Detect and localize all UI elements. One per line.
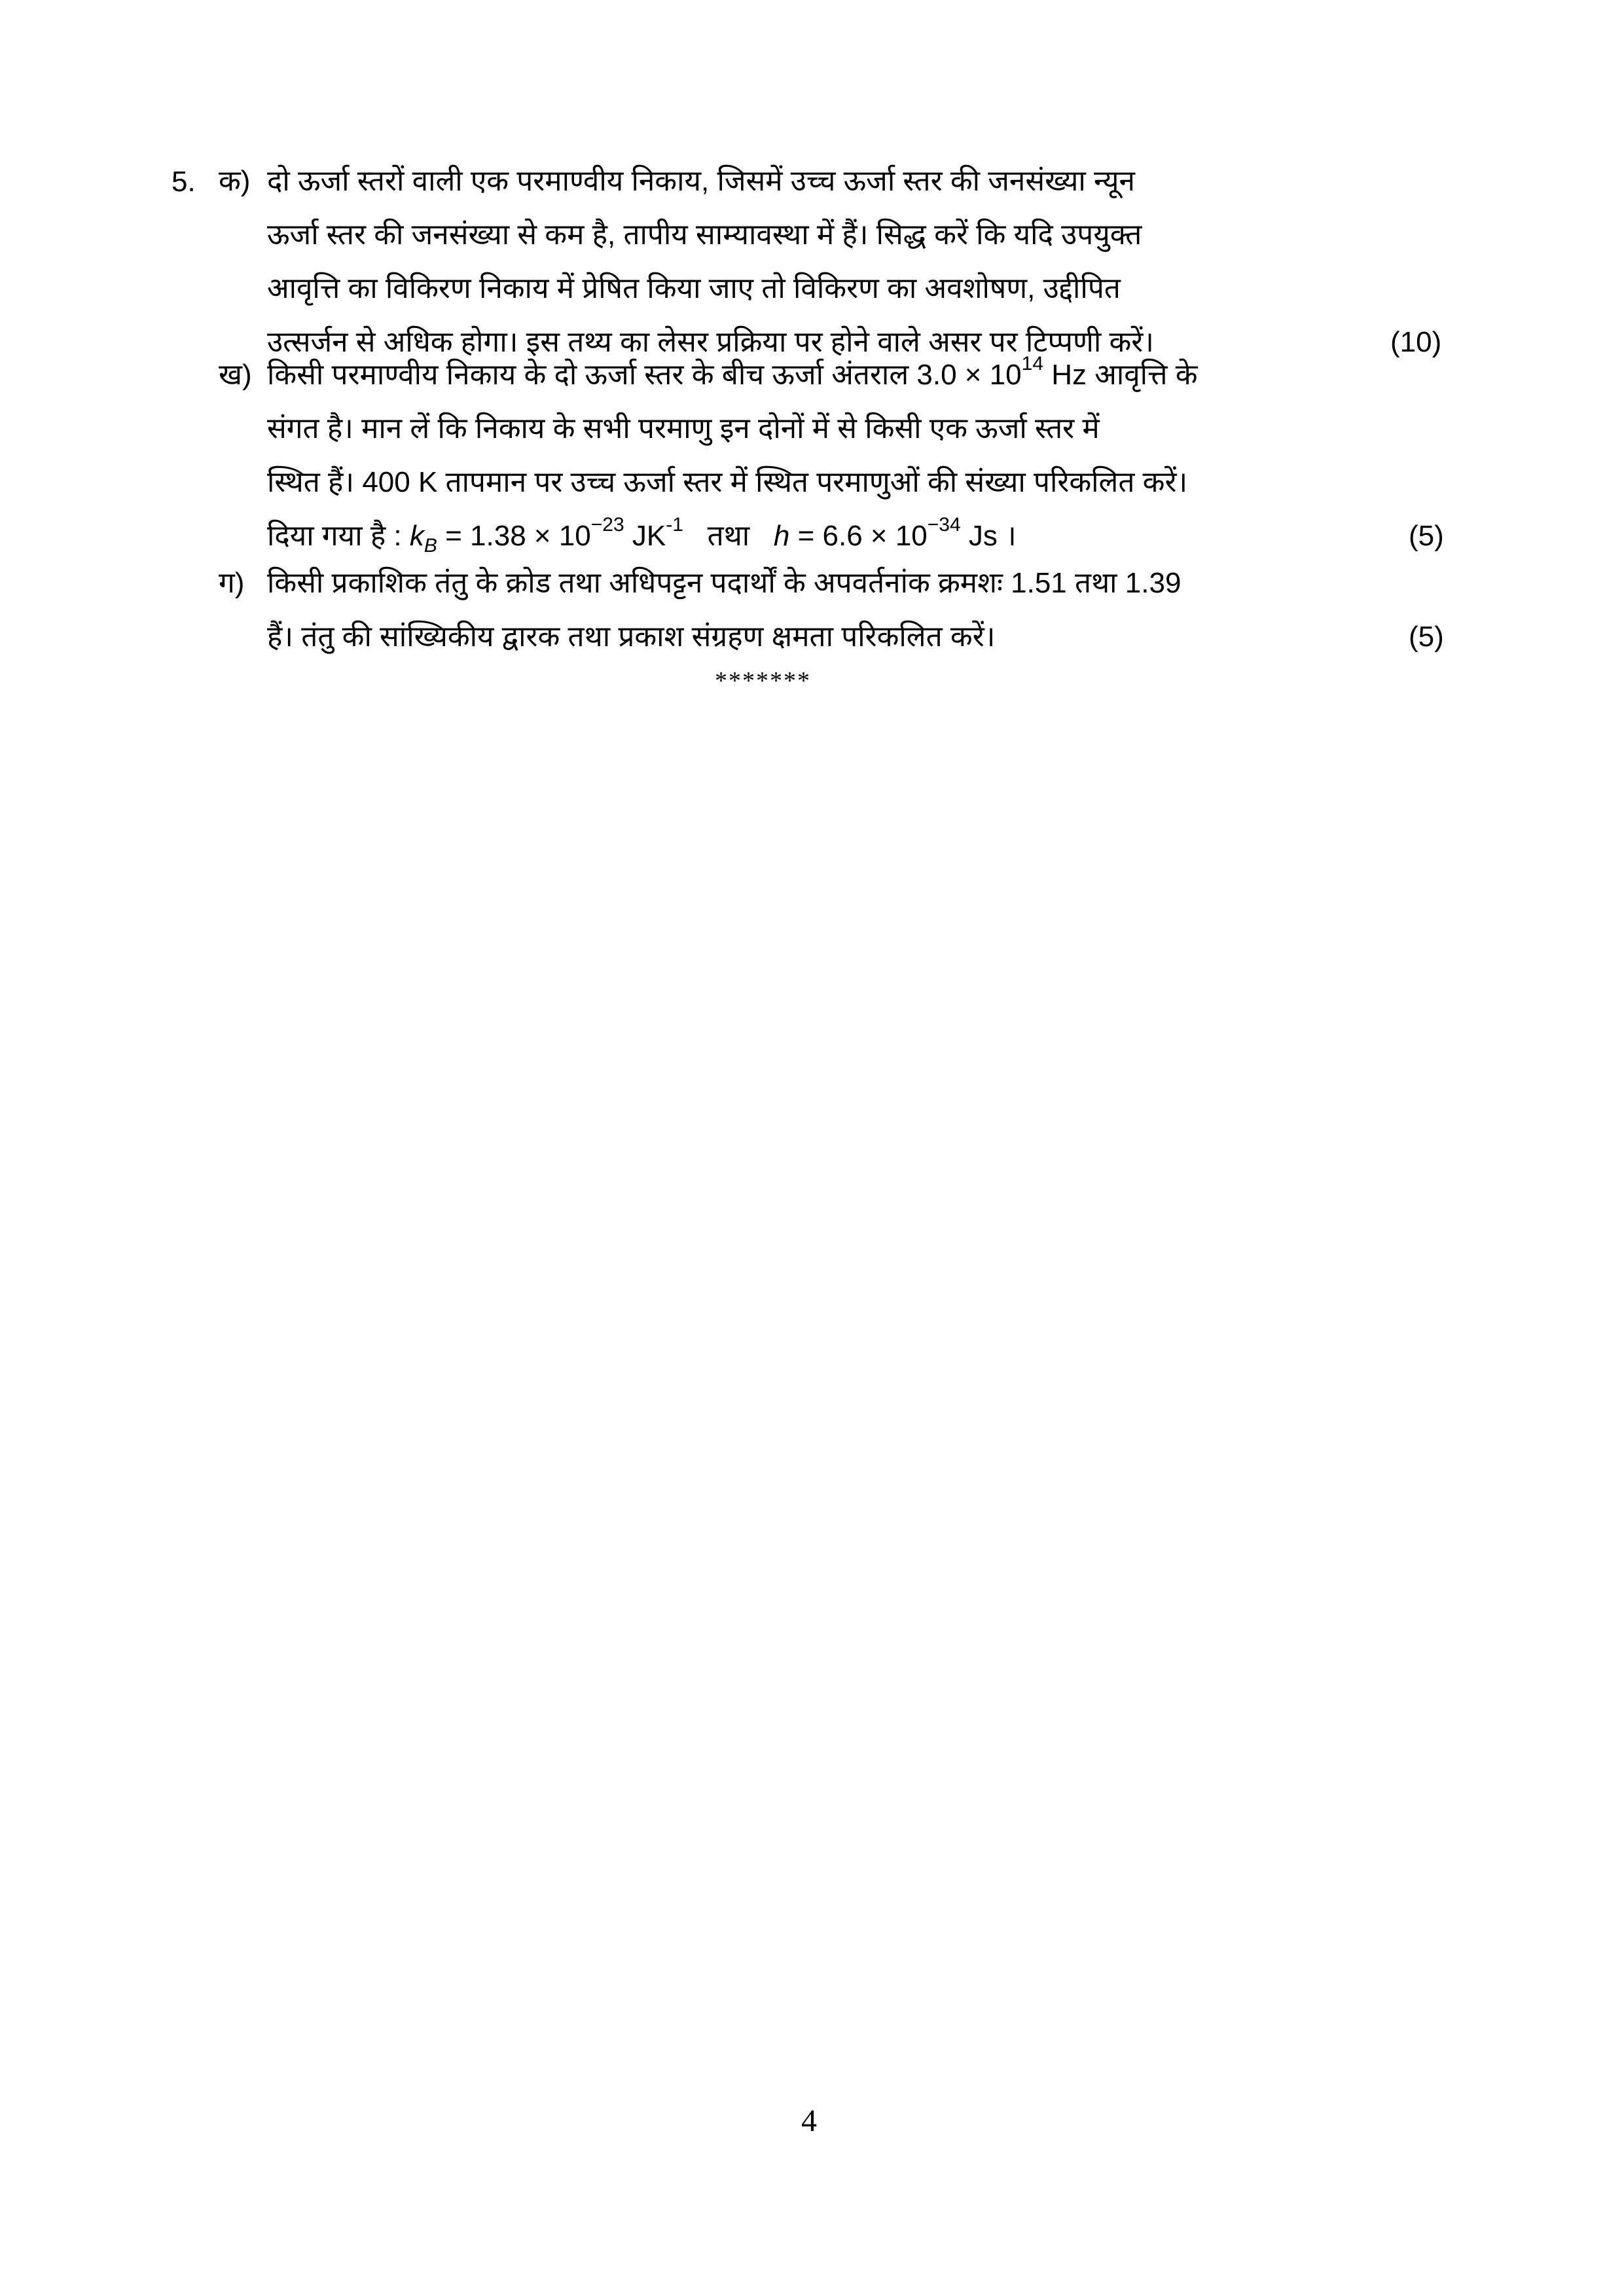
marks-label: (5) bbox=[1409, 520, 1444, 552]
exponent: 14 bbox=[1021, 353, 1044, 374]
part-text-line: दो ऊर्जा स्तरों वाली एक परमाण्वीय निकाय, जिसमें उच्च ऊर्जा स्तर की जनसंख्या न्यून bbox=[267, 165, 1135, 197]
exponent: -1 bbox=[666, 514, 683, 536]
part-label: ग) bbox=[219, 567, 245, 599]
exponent: −34 bbox=[927, 514, 961, 536]
given-constants-line bbox=[267, 509, 1017, 563]
part-text-line: उत्सर्जन से अधिक होगा। इस तथ्य का लेसर प्रक्रिया पर होने वाले असर पर टिप्पणी करें। bbox=[267, 326, 1154, 358]
planck-unit: Js । bbox=[960, 520, 1017, 552]
part-text-line: संगत है। मान लें कि निकाय के सभी परमाणु इन दोनों में से किसी एक ऊर्जा स्तर में bbox=[267, 412, 1100, 445]
part-text-line bbox=[267, 348, 1198, 402]
part-text-line: आवृत्ति का विकिरण निकाय में प्रेषित किया जाए तो विकिरण का अवशोषण, उद्दीपित bbox=[267, 272, 1121, 304]
boltzmann-value: = 1.38 × 10 bbox=[437, 520, 591, 552]
planck-value: = 6.6 × 10 bbox=[789, 520, 928, 552]
part-label: ख) bbox=[219, 359, 252, 391]
boltzmann-unit: JK bbox=[624, 520, 666, 552]
question-part-ga bbox=[219, 556, 1462, 668]
part-text-line: हैं। तंतु की सांख्यिकीय द्वारक तथा प्रकाश संग्रहण क्षमता परिकलित करें। bbox=[267, 621, 996, 653]
planck-symbol: h bbox=[773, 520, 790, 552]
question-number: 5. bbox=[171, 166, 196, 198]
marks-label: (5) bbox=[1409, 621, 1444, 653]
part-text: किसी परमाण्वीय निकाय के दो ऊर्जा स्तर के बीच ऊर्जा अंतराल 3.0 × 10 bbox=[267, 359, 1022, 391]
part-text-line: ऊर्जा स्तर की जनसंख्या से कम है, तापीय साम्यावस्था में हैं। सिद्ध करें कि यदि उपयुक्त bbox=[267, 219, 1142, 251]
given-label: दिया गया है : bbox=[267, 520, 402, 552]
marks-label: (10) bbox=[1390, 326, 1442, 358]
question-part-kha bbox=[219, 348, 1462, 568]
part-label: क) bbox=[219, 165, 251, 197]
boltzmann-subscript: B bbox=[424, 535, 437, 556]
part-text: Hz आवृत्ति के bbox=[1043, 359, 1198, 391]
boltzmann-symbol: k bbox=[409, 520, 424, 552]
question-part-ka bbox=[219, 155, 1462, 374]
exponent: −23 bbox=[590, 514, 624, 536]
page-number: 4 bbox=[801, 2104, 817, 2138]
and-word: तथा bbox=[707, 520, 750, 552]
part-text-line: स्थित हैं। 400 K तापमान पर उच्च ऊर्जा स्तर में स्थित परमाणुओं की संख्या परिकलित करें। bbox=[267, 466, 1188, 498]
part-text-line: किसी प्रकाशिक तंतु के क्रोड तथा अधिपट्टन पदार्थों के अपवर्तनांक क्रमशः 1.51 तथा 1.39 bbox=[267, 567, 1182, 599]
end-of-paper-marker: ******* bbox=[715, 667, 811, 695]
